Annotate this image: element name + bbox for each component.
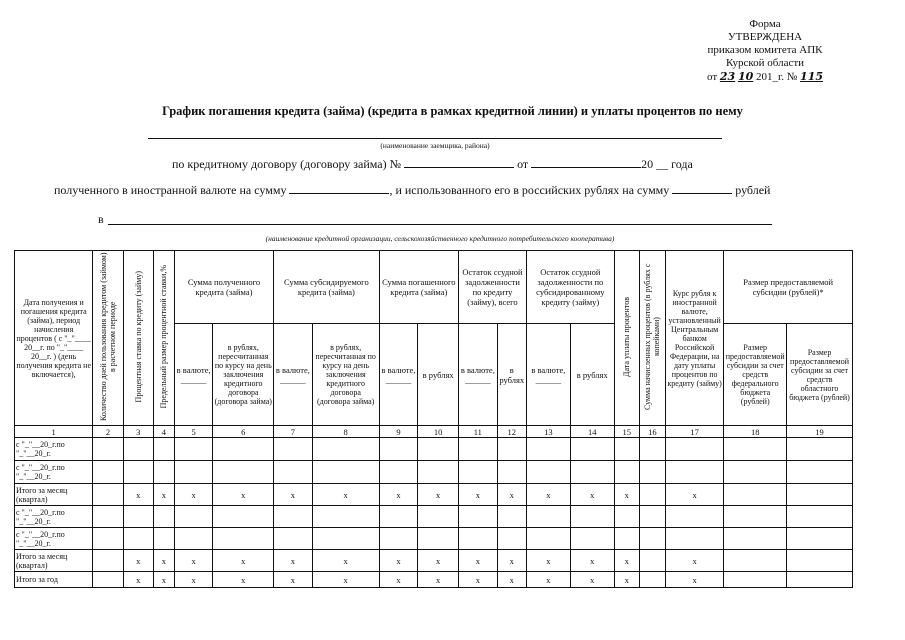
table-row	[15, 461, 853, 484]
table-cell[interactable]	[614, 506, 639, 528]
order-number: 115	[800, 70, 824, 83]
column-number: 16	[639, 426, 665, 438]
table-cell[interactable]	[174, 528, 213, 550]
row-label: с "_"__20_г.по "_"__20_г.	[15, 461, 93, 484]
table-cell[interactable]	[724, 528, 787, 550]
table-cell[interactable]	[639, 550, 665, 572]
table-cell[interactable]	[787, 550, 853, 572]
org-name-line[interactable]	[108, 223, 772, 225]
table-cell[interactable]	[724, 461, 787, 484]
table-cell[interactable]	[418, 528, 459, 550]
table-cell[interactable]	[123, 506, 153, 528]
table-cell[interactable]: x	[526, 572, 570, 588]
table-cell[interactable]: x	[274, 484, 313, 506]
table-cell[interactable]: x	[497, 550, 526, 572]
row-label: Итого за год	[15, 572, 93, 588]
table-cell[interactable]: x	[570, 484, 614, 506]
table-cell[interactable]	[93, 572, 123, 588]
table-cell[interactable]: x	[614, 572, 639, 588]
table-cell[interactable]	[639, 461, 665, 484]
table-cell[interactable]	[724, 550, 787, 572]
repayment-schedule-table	[14, 250, 853, 588]
table-cell[interactable]	[312, 461, 379, 484]
column-number: 5	[174, 426, 213, 438]
order-month: 10	[737, 70, 754, 83]
table-cell[interactable]	[665, 461, 724, 484]
table-cell[interactable]	[213, 438, 274, 461]
table-cell[interactable]	[274, 506, 313, 528]
sub-rubles-converted: в рублях, пересчитанная по курсу на день заключения кредитного договора (договора займа)	[213, 324, 274, 426]
column-number: 10	[418, 426, 459, 438]
column-number: 17	[665, 426, 724, 438]
row-label: с "_"__20_г.по "_"__20_г.	[15, 506, 93, 528]
column-number: 12	[497, 426, 526, 438]
table-cell[interactable]: x	[614, 550, 639, 572]
table-cell[interactable]	[213, 461, 274, 484]
table-cell[interactable]	[639, 438, 665, 461]
sub-currency: в валюте, ______	[174, 324, 213, 426]
table-cell[interactable]	[274, 461, 313, 484]
borrower-name-line	[148, 137, 722, 139]
sub-rubles: в рублях	[570, 324, 614, 426]
contract-number-field[interactable]	[404, 156, 514, 168]
table-cell[interactable]: x	[665, 484, 724, 506]
table-cell[interactable]	[724, 572, 787, 588]
column-numbers-row	[15, 426, 853, 438]
table-cell[interactable]	[787, 572, 853, 588]
table-cell[interactable]	[724, 484, 787, 506]
table-cell[interactable]	[639, 484, 665, 506]
table-row	[15, 438, 853, 461]
header-max-rate: Предельный размер процентной ставки,%	[153, 251, 174, 426]
table-cell[interactable]	[787, 484, 853, 506]
header-sum-repaid: Сумма погашенного кредита (займа)	[379, 251, 458, 324]
table-cell[interactable]	[526, 461, 570, 484]
column-number: 14	[570, 426, 614, 438]
currency-line: полученного в иностранной валюте на сумму , и использованного его в российских рублях на сумму рублей	[54, 183, 771, 197]
table-cell[interactable]: x	[459, 550, 498, 572]
table-row	[15, 572, 853, 588]
table-cell[interactable]: x	[174, 550, 213, 572]
contract-line: по кредитному договору (договору займа) № от 20 __ года	[172, 157, 693, 171]
table-cell[interactable]	[153, 528, 174, 550]
header-interest-date: Дата уплаты процентов	[614, 251, 639, 426]
table-cell[interactable]	[665, 438, 724, 461]
table-cell[interactable]: x	[614, 484, 639, 506]
table-cell[interactable]: x	[459, 484, 498, 506]
table-row	[15, 550, 853, 572]
table-cell[interactable]: x	[526, 550, 570, 572]
table-cell[interactable]: x	[153, 484, 174, 506]
sub-currency: в валюте, ______	[274, 324, 313, 426]
table-cell[interactable]	[724, 438, 787, 461]
header-sum-received: Сумма полученного кредита (займа)	[174, 251, 273, 324]
table-cell[interactable]: x	[497, 484, 526, 506]
table-cell[interactable]	[93, 484, 123, 506]
header-rate: Процентная ставка по кредиту (займу)	[123, 251, 153, 426]
table-cell[interactable]	[570, 528, 614, 550]
page-title: График погашения кредита (займа) (кредита в рамках кредитной линии) и уплаты процентов по нему	[162, 104, 743, 118]
table-cell[interactable]: x	[497, 572, 526, 588]
table-cell[interactable]	[93, 506, 123, 528]
table-cell[interactable]	[153, 506, 174, 528]
table-cell[interactable]: x	[153, 572, 174, 588]
table-cell[interactable]	[787, 506, 853, 528]
approval-stamp	[665, 18, 865, 84]
column-number: 11	[459, 426, 498, 438]
table-cell[interactable]	[497, 528, 526, 550]
table-cell[interactable]	[274, 438, 313, 461]
table-cell[interactable]	[665, 506, 724, 528]
table-cell[interactable]	[459, 461, 498, 484]
table-cell[interactable]: x	[123, 550, 153, 572]
table-cell[interactable]: x	[274, 572, 313, 588]
sub-currency: в валюте, ______	[459, 324, 498, 426]
column-number: 6	[213, 426, 274, 438]
form-label: Форма	[749, 18, 781, 30]
table-cell[interactable]	[174, 461, 213, 484]
approved-label: УТВЕРЖДЕНА	[727, 31, 803, 43]
table-cell[interactable]: x	[570, 550, 614, 572]
header-rest-total: Остаток ссудной задолженности по кредиту (займу), всего	[459, 251, 527, 324]
org-caption: (наименование кредитной организации, сельскохозяйственного кредитного потребительского кооператива)	[265, 234, 615, 243]
table-cell[interactable]	[312, 506, 379, 528]
table-cell[interactable]	[153, 461, 174, 484]
table-cell[interactable]	[787, 438, 853, 461]
table-cell[interactable]	[418, 461, 459, 484]
table-cell[interactable]	[93, 461, 123, 484]
table-cell[interactable]	[213, 506, 274, 528]
header-period: Дата получения и погашения кредита (займа), период начисления процентов ( с "_"____ 20__г. по "_"____ 20__г. ) (день получения кредита не включается),	[15, 251, 93, 426]
rubles-amount-field[interactable]	[672, 182, 732, 194]
header-subsidy-regional: Размер предоставляемой субсидии за счет средств областного бюджета (рублей)	[787, 324, 853, 426]
column-number: 4	[153, 426, 174, 438]
table-cell[interactable]	[497, 461, 526, 484]
table-cell[interactable]: x	[123, 484, 153, 506]
data-rows	[15, 438, 853, 588]
table-row	[15, 484, 853, 506]
table-cell[interactable]: x	[312, 484, 379, 506]
table-cell[interactable]: x	[174, 572, 213, 588]
region-label: Курской области	[725, 57, 805, 69]
table-cell[interactable]	[123, 438, 153, 461]
table-cell[interactable]	[497, 506, 526, 528]
table-cell[interactable]	[614, 461, 639, 484]
table-cell[interactable]	[379, 438, 418, 461]
table-cell[interactable]	[153, 438, 174, 461]
table-cell[interactable]: x	[312, 550, 379, 572]
table-cell[interactable]	[312, 438, 379, 461]
column-number: 2	[93, 426, 123, 438]
table-cell[interactable]	[418, 506, 459, 528]
column-number: 8	[312, 426, 379, 438]
header-subsidy: Размер предоставляемой субсидии (рублей)*	[724, 251, 853, 324]
table-cell[interactable]	[459, 438, 498, 461]
table-cell[interactable]: x	[379, 572, 418, 588]
table-cell[interactable]: x	[379, 484, 418, 506]
header-rest-subsidized: Остаток ссудной задолженности по субсидированному кредиту (займу)	[526, 251, 614, 324]
sub-rubles-converted: в рублях, пересчитанная по курсу на день заключения кредитного договора (договора займа)	[312, 324, 379, 426]
table-cell[interactable]	[213, 528, 274, 550]
table-cell[interactable]	[379, 528, 418, 550]
column-number: 9	[379, 426, 418, 438]
table-cell[interactable]	[639, 572, 665, 588]
table-cell[interactable]	[93, 550, 123, 572]
table-cell[interactable]: x	[526, 484, 570, 506]
table-cell[interactable]: x	[213, 572, 274, 588]
header-interest-sum: Сумма начисленных процентов (в рублях с копейками)	[639, 251, 665, 426]
column-number: 15	[614, 426, 639, 438]
table-cell[interactable]	[174, 438, 213, 461]
org-prefix: в	[98, 212, 104, 226]
table-row	[15, 506, 853, 528]
table-cell[interactable]	[526, 438, 570, 461]
header-days: Количество дней пользования кредитом (займом) в расчетном периоде	[93, 251, 123, 426]
row-label: с "_"__20_г.по "_"__20_г.	[15, 528, 93, 550]
table-cell[interactable]	[570, 438, 614, 461]
table-cell[interactable]	[497, 438, 526, 461]
table-cell[interactable]	[787, 528, 853, 550]
table-cell[interactable]	[570, 506, 614, 528]
order-label: приказом комитета АПК	[707, 44, 823, 56]
table-cell[interactable]: x	[665, 550, 724, 572]
table-cell[interactable]: x	[174, 484, 213, 506]
currency-amount-field[interactable]	[289, 182, 389, 194]
table-cell[interactable]: x	[418, 572, 459, 588]
header-exchange-rate: Курс рубля к иностранной валюте, установленный Центральным банком Российской Федерации, на дату уплаты процентов по кредиту (займу)	[665, 251, 724, 426]
table-cell[interactable]	[665, 528, 724, 550]
column-number: 18	[724, 426, 787, 438]
table-cell[interactable]	[570, 461, 614, 484]
table-cell[interactable]: x	[213, 550, 274, 572]
table-cell[interactable]	[787, 461, 853, 484]
sub-currency: в валюте, ______	[379, 324, 418, 426]
table-cell[interactable]	[93, 528, 123, 550]
table-cell[interactable]	[123, 528, 153, 550]
order-day: 23	[719, 70, 736, 83]
column-number: 19	[787, 426, 853, 438]
table-cell[interactable]	[639, 506, 665, 528]
table-cell[interactable]	[312, 528, 379, 550]
table-cell[interactable]	[174, 506, 213, 528]
order-date-line: от 23 10 201_г. № 115	[706, 70, 824, 83]
table-cell[interactable]: x	[570, 572, 614, 588]
table-cell[interactable]	[93, 438, 123, 461]
table-cell[interactable]	[526, 506, 570, 528]
table-cell[interactable]: x	[274, 550, 313, 572]
table-cell[interactable]: x	[459, 572, 498, 588]
table-cell[interactable]: x	[665, 572, 724, 588]
table-cell[interactable]	[379, 461, 418, 484]
row-label: Итого за месяц (квартал)	[15, 484, 93, 506]
table-cell[interactable]: x	[418, 484, 459, 506]
table-cell[interactable]	[526, 528, 570, 550]
table-cell[interactable]	[379, 506, 418, 528]
table-cell[interactable]	[123, 461, 153, 484]
sub-currency: в валюте, ______	[526, 324, 570, 426]
table-cell[interactable]: x	[153, 550, 174, 572]
table-cell[interactable]: x	[418, 550, 459, 572]
contract-date-field[interactable]	[531, 156, 641, 168]
table-cell[interactable]	[614, 528, 639, 550]
table-cell[interactable]	[274, 528, 313, 550]
column-number: 3	[123, 426, 153, 438]
table-cell[interactable]	[724, 506, 787, 528]
row-label: Итого за месяц (квартал)	[15, 550, 93, 572]
table-cell[interactable]	[639, 528, 665, 550]
table-cell[interactable]	[418, 438, 459, 461]
column-number: 1	[15, 426, 93, 438]
header-subsidy-federal: Размер предоставляемой субсидии за счет средств федерального бюджета (рублей)	[724, 324, 787, 426]
table-cell[interactable]: x	[379, 550, 418, 572]
sub-rubles: в рублях	[497, 324, 526, 426]
column-number: 13	[526, 426, 570, 438]
column-number: 7	[274, 426, 313, 438]
table-cell[interactable]	[459, 506, 498, 528]
borrower-caption: (наименование заемщика, района)	[380, 141, 490, 150]
table-cell[interactable]: x	[312, 572, 379, 588]
sub-rubles: в рублях	[418, 324, 459, 426]
table-cell[interactable]: x	[213, 484, 274, 506]
table-cell[interactable]	[614, 438, 639, 461]
table-cell[interactable]: x	[123, 572, 153, 588]
table-row	[15, 528, 853, 550]
row-label: с "_"__20_г.по "_"__20_г.	[15, 438, 93, 461]
header-sum-subsidized: Сумма субсидируемого кредита (займа)	[274, 251, 380, 324]
table-cell[interactable]	[459, 528, 498, 550]
